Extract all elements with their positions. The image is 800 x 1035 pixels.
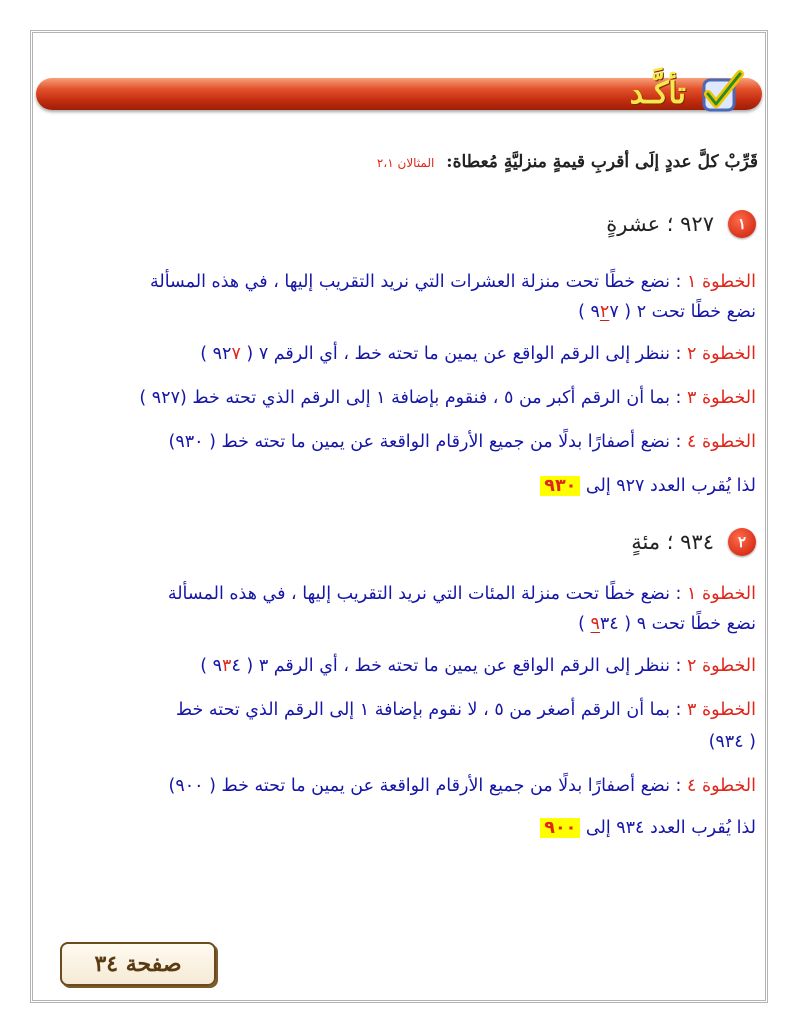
ex2-step4-line [169,776,757,796]
ex2-step3-text-b: ( ٩٣٤) [708,732,756,752]
example-reference: المثالان ٢،١ [376,156,435,170]
ex2-step1-text-b: نضع خطًا تحت ٩ ( [624,614,756,634]
check-icon [696,68,746,118]
ex1-result-value: ٩٣٠ [540,476,580,496]
ex1-step1-text-a: : نضع خطًا تحت منزلة العشرات التي نريد التقريب إليها ، في هذه المسألة [150,272,687,292]
ex2-step1-num-b: ٣٤ ) [578,614,619,634]
ex2-step3-line-b [709,732,756,752]
ex2-result-value: ٩٠٠ [540,818,580,838]
ex2-result-line [540,818,756,838]
page-frame [30,30,768,1003]
ex1-step4-label: الخطوة ٤ [686,432,756,452]
ex2-step2-line [200,656,756,676]
ex2-step3-text-a: : بما أن الرقم أصغر من ٥ ، لا نقوم بإضافة ١ إلى الرقم الذي تحته خط [175,700,687,720]
ex1-step2-red-digit: ٧ [231,344,241,364]
ex2-step1-line-b [578,614,756,634]
ex1-step4-line [169,432,757,452]
ex1-step1-label: الخطوة ١ [686,272,756,292]
ex1-step1-line-b [578,302,756,322]
ex1-step2-text: : ننظر إلى الرقم الواقع عن يمين ما تحته خط ، أي الرقم ٧ ( ٩٢ [212,344,687,364]
ex2-step2-label: الخطوة ٢ [686,656,756,676]
ex2-step1-text-a: : نضع خطًا تحت منزلة المئات التي نريد التقريب إليها ، في هذه المسألة [167,584,687,604]
ex1-step2-label: الخطوة ٢ [686,344,756,364]
banner-title: تأكَّـد [629,76,686,111]
ex1-step4-text: : نضع أصفارًا بدلًا من جميع الأرقام الواقعة عن يمين ما تحته خط ( ٩٣٠) [168,432,687,452]
section-banner [36,74,762,114]
ex2-step1-label: الخطوة ١ [686,584,756,604]
page-number: صفحة ٣٤ [94,951,182,977]
ex2-step4-label: الخطوة ٤ [686,776,756,796]
ex1-step2-end: ) [200,344,213,364]
ex1-step3-line [139,388,756,408]
ex1-step1-num-b: ٧ ) [578,302,619,322]
example-1-prompt: ٩٢٧ ؛ عشرةٍ [606,212,714,236]
ex2-step2-red-digit: ٣ [222,656,232,676]
ex1-step1-num-a: ٩ [590,302,625,322]
ex1-step1-line-a [150,272,756,292]
example-2-heading [631,528,756,556]
ex1-step3-text: : بما أن الرقم أكبر من ٥ ، فنقوم بإضافة ١ إلى الرقم الذي تحته خط (٩٢٧ ) [139,388,687,408]
example-1-heading [606,210,756,238]
ex2-result-text: لذا يُقرب العدد ٩٣٤ إلى [580,818,756,838]
ex1-result-line [540,476,756,496]
ex1-underlined-digit: ٢ [599,302,610,322]
example-2-prompt: ٩٣٤ ؛ مئةٍ [631,530,714,554]
example-1-badge: ١ [728,210,756,238]
instruction-line [377,152,758,172]
ex2-step2-text: : ننظر إلى الرقم الواقع عن يمين ما تحته خط ، أي الرقم ٣ ( ٩ [212,656,687,676]
ex1-step3-label: الخطوة ٣ [686,388,756,408]
ex1-step2-line [200,344,756,364]
page-number-box [60,942,216,986]
ex2-step4-text: : نضع أصفارًا بدلًا من جميع الأرقام الواقعة عن يمين ما تحته خط ( ٩٠٠) [168,776,687,796]
ex1-result-text: لذا يُقرب العدد ٩٢٧ إلى [580,476,756,496]
instruction-text: قَرِّبْ كلَّ عددٍ إلَى أقربِ قيمةٍ منزليَّةٍ مُعطاة: [446,152,758,172]
ex2-step3-line-a [176,700,756,720]
example-2-badge: ٢ [728,528,756,556]
ex2-underlined-digit: ٩ [590,614,600,634]
ex2-step1-line-a [168,584,756,604]
ex2-step2-end: ٤ ) [200,656,241,676]
ex1-step1-text-b: نضع خطًا تحت ٢ ( [624,302,756,322]
ex2-step3-label: الخطوة ٣ [686,700,756,720]
